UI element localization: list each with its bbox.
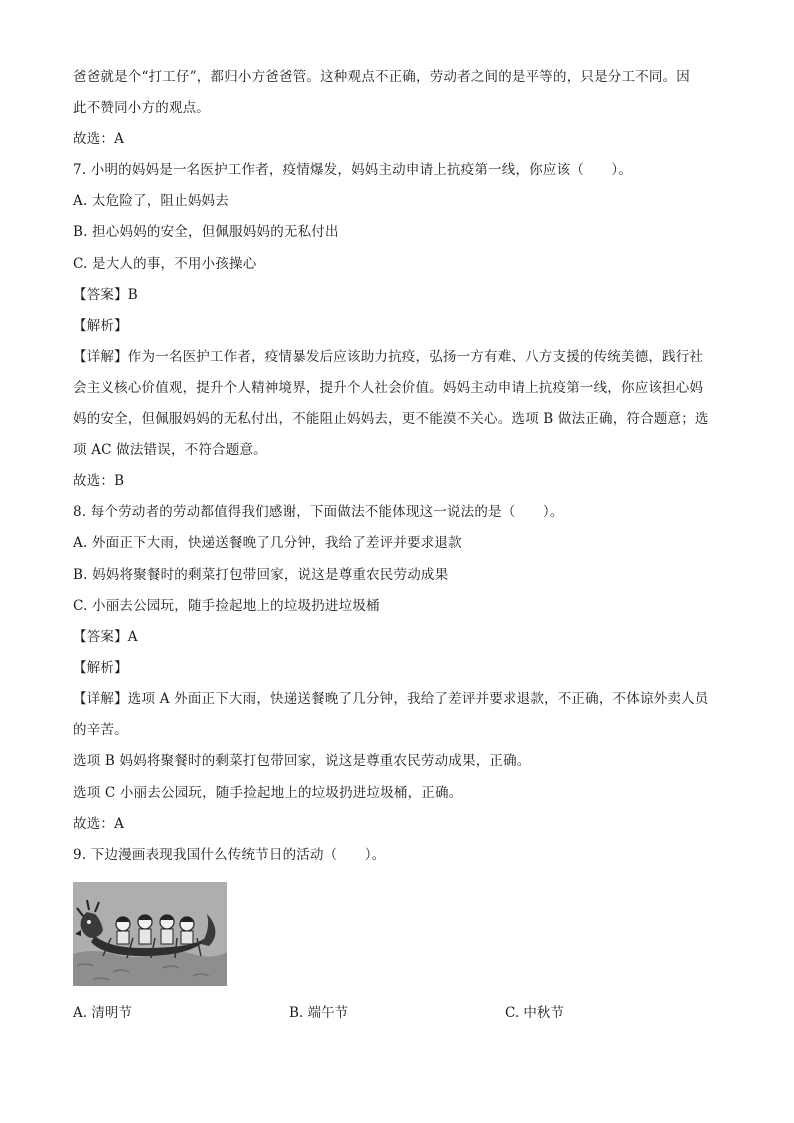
question-8: 8. 每个劳动者的劳动都值得我们感谢，下面做法不能体现这一说法的是（ ）。 <box>73 504 564 520</box>
q7-analysis-heading: 【解析】 <box>73 318 128 334</box>
q7-option-a: A. 太危险了，阻止妈妈去 <box>73 193 229 209</box>
q8-explanation: 的辛苦。 <box>73 722 128 738</box>
q8-option-a: A. 外面正下大雨，快递送餐晚了几分钟，我给了差评并要求退款 <box>73 535 462 551</box>
q7-option-c: C. 是大人的事，不用小孩操心 <box>73 256 257 272</box>
answer-selection: 故选：A <box>73 131 125 147</box>
q9-option-b: B. 端午节 <box>289 1005 349 1021</box>
question-7: 7. 小明的妈妈是一名医护工作者，疫情爆发，妈妈主动申请上抗疫第一线，你应该（ ）。 <box>73 162 633 178</box>
q8-explanation: 选项 B 妈妈将聚餐时的剩菜打包带回家，说这是尊重农民劳动成果，正确。 <box>73 753 531 769</box>
q8-answer: 【答案】A <box>73 629 138 645</box>
question-9: 9. 下边漫画表现我国什么传统节日的活动（ ）。 <box>73 847 386 863</box>
q7-explanation: 【详解】作为一名医护工作者，疫情暴发后应该助力抗疫，弘扬一方有难、八方支援的传统美德，践行社 <box>73 349 704 365</box>
text-line: 此不赞同小方的观点。 <box>73 100 210 116</box>
q7-explanation: 妈的安全，但佩服妈妈的无私付出，不能阻止妈妈去，更不能漠不关心。选项 B 做法正确，符合题意；选 <box>73 411 709 427</box>
q7-selection: 故选：B <box>73 473 125 489</box>
q8-option-c: C. 小丽去公园玩，随手捡起地上的垃圾扔进垃圾桶 <box>73 598 380 614</box>
q8-selection: 故选：A <box>73 816 125 832</box>
q8-explanation: 【详解】选项 A 外面正下大雨，快递送餐晚了几分钟，我给了差评并要求退款，不正确，不体谅外卖人员 <box>73 691 709 707</box>
q7-answer: 【答案】B <box>73 287 138 303</box>
dragon-boat-cartoon-image <box>73 882 227 986</box>
q7-option-b: B. 担心妈妈的安全，但佩服妈妈的无私付出 <box>73 224 339 240</box>
q8-option-b: B. 妈妈将聚餐时的剩菜打包带回家，说这是尊重农民劳动成果 <box>73 567 449 583</box>
text-line: 爸爸就是个“打工仔”，都归小方爸爸管。这种观点不正确，劳动者之间的是平等的，只是分工不同。因 <box>73 69 691 85</box>
q9-option-c: C. 中秋节 <box>505 1005 564 1021</box>
q9-option-a: A. 清明节 <box>73 1005 132 1021</box>
q8-analysis-heading: 【解析】 <box>73 660 128 676</box>
q7-explanation: 项 AC 做法错误，不符合题意。 <box>73 442 267 458</box>
q7-explanation: 会主义核心价值观，提升个人精神境界，提升个人社会价值。妈妈主动申请上抗疫第一线，你应该担心妈 <box>73 380 704 396</box>
q8-explanation: 选项 C 小丽去公园玩，随手捡起地上的垃圾扔进垃圾桶，正确。 <box>73 785 463 801</box>
